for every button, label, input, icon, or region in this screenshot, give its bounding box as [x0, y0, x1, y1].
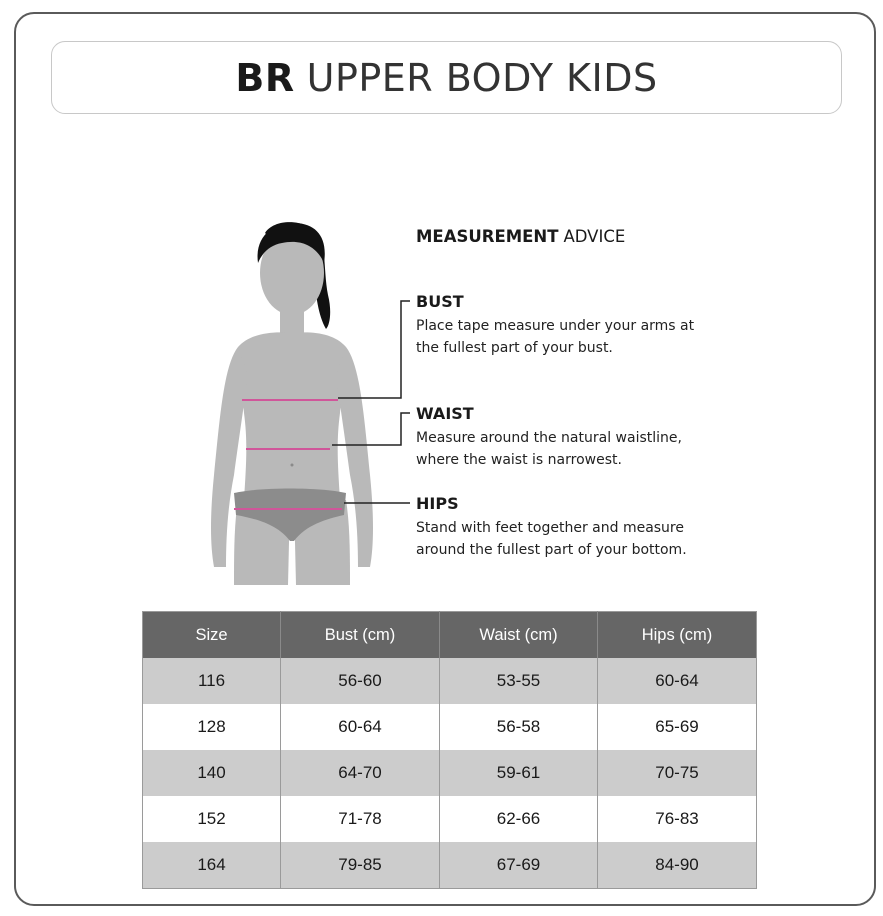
header-hips: Hips (cm)	[598, 612, 757, 659]
table-row	[143, 750, 757, 796]
cell-size: 164	[143, 842, 281, 889]
cell-hips: 76-83	[598, 796, 757, 842]
title-brand: BR	[235, 55, 295, 100]
cell-waist: 67-69	[440, 842, 598, 889]
cell-bust: 64-70	[281, 750, 440, 796]
cell-waist: 62-66	[440, 796, 598, 842]
title-text: UPPER BODY KIDS	[306, 55, 658, 100]
cell-hips: 84-90	[598, 842, 757, 889]
title-banner	[51, 41, 842, 114]
table-row	[143, 658, 757, 704]
cell-hips: 65-69	[598, 704, 757, 750]
bust-description: Place tape measure under your arms at the fullest part of your bust.	[416, 318, 695, 356]
header-size: Size	[143, 612, 281, 659]
hips-instruction	[416, 494, 746, 561]
cell-hips: 70-75	[598, 750, 757, 796]
hips-label: HIPS	[416, 494, 459, 513]
waist-label: WAIST	[416, 404, 474, 423]
cell-bust: 71-78	[281, 796, 440, 842]
table-header-row	[143, 612, 757, 659]
table-row	[143, 796, 757, 842]
table-row	[143, 842, 757, 889]
size-table	[142, 611, 757, 889]
table-row	[143, 704, 757, 750]
cell-bust: 79-85	[281, 842, 440, 889]
bust-label: BUST	[416, 292, 464, 311]
bust-instruction	[416, 292, 746, 359]
hips-description: Stand with feet together and measure around the fullest part of your bottom.	[416, 520, 687, 558]
header-bust: Bust (cm)	[281, 612, 440, 659]
cell-size: 140	[143, 750, 281, 796]
waist-instruction	[416, 404, 746, 471]
cell-bust: 56-60	[281, 658, 440, 704]
cell-bust: 60-64	[281, 704, 440, 750]
waist-description: Measure around the natural waistline, where the waist is narrowest.	[416, 430, 682, 468]
cell-waist: 53-55	[440, 658, 598, 704]
cell-waist: 59-61	[440, 750, 598, 796]
cell-hips: 60-64	[598, 658, 757, 704]
cell-size: 152	[143, 796, 281, 842]
cell-size: 116	[143, 658, 281, 704]
kid-figure-illustration	[190, 215, 390, 585]
cell-waist: 56-58	[440, 704, 598, 750]
header-waist: Waist (cm)	[440, 612, 598, 659]
cell-size: 128	[143, 704, 281, 750]
measurement-advice-heading: MEASUREMENT ADVICE	[416, 227, 626, 246]
